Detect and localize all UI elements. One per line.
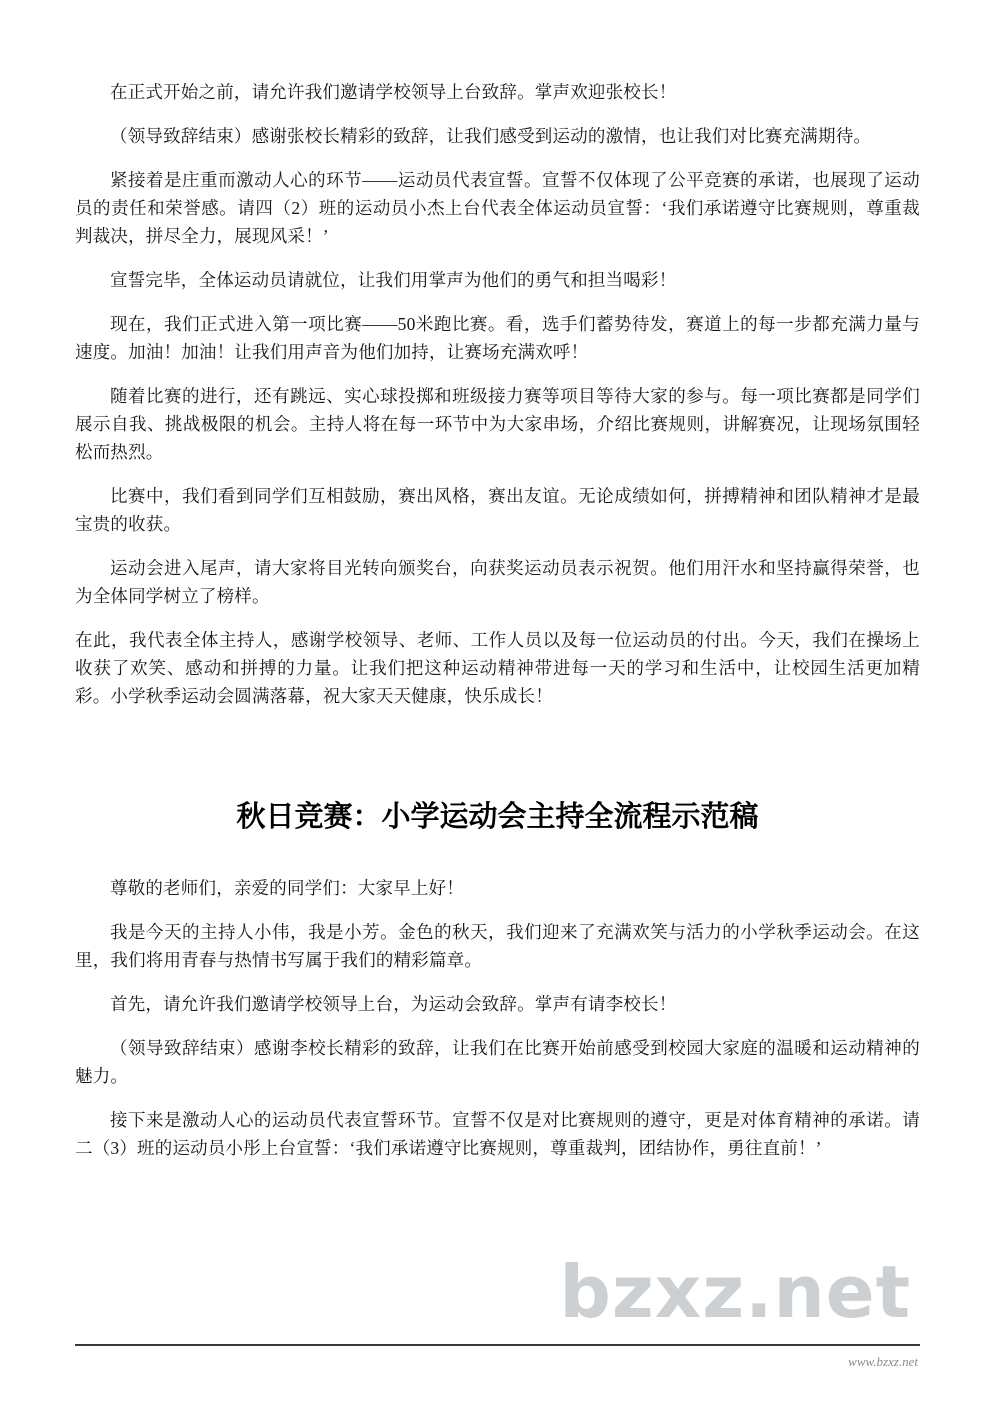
paragraph: 尊敬的老师们，亲爱的同学们：大家早上好！ <box>110 878 464 898</box>
paragraph: 首先，请允许我们邀请学校领导上台，为运动会致辞。掌声有请李校长！ <box>110 994 677 1014</box>
paragraph: 现在，我们正式进入第一项比赛——50米跑比赛。看，选手们蓄势待发，赛道上的每一步都充满力量与速度。加油！加油！让我们用声音为他们加持，让赛场充满欢呼！ <box>75 314 920 362</box>
page-content <box>75 78 920 1178</box>
paragraph: 接下来是激动人心的运动员代表宣誓环节。宣誓不仅是对比赛规则的遵守，更是对体育精神的承诺。请二（3）班的运动员小彤上台宣誓：‘我们承诺遵守比赛规则，尊重裁判，团结协作，勇往直前！’ <box>75 1110 920 1158</box>
paragraph: （领导致辞结束）感谢李校长精彩的致辞，让我们在比赛开始前感受到校园大家庭的温暖和运动精神的魅力。 <box>75 1038 920 1086</box>
paragraph: （领导致辞结束）感谢张校长精彩的致辞，让我们感受到运动的激情，也让我们对比赛充满期待。 <box>110 126 872 146</box>
footer-site-url: www.bzxz.net <box>848 1354 918 1369</box>
watermark-text: bzxz.net <box>559 1250 911 1334</box>
paragraph: 紧接着是庄重而激动人心的环节——运动员代表宣誓。宣誓不仅体现了公平竞赛的承诺，也展现了运动员的责任和荣誉感。请四（2）班的运动员小杰上台代表全体运动员宣誓：‘我们承诺遵守比赛规则，尊重裁判裁决，拼尽全力，展现风采！’ <box>75 170 920 246</box>
paragraph: 宣誓完毕，全体运动员请就位，让我们用掌声为他们的勇气和担当喝彩！ <box>110 270 677 290</box>
footer-divider <box>75 1344 920 1346</box>
paragraph: 运动会进入尾声，请大家将目光转向颁奖台，向获奖运动员表示祝贺。他们用汗水和坚持赢得荣誉，也为全体同学树立了榜样。 <box>75 558 920 606</box>
paragraph: 在正式开始之前，请允许我们邀请学校领导上台致辞。掌声欢迎张校长！ <box>110 82 677 102</box>
closing-paragraph: 在此，我代表全体主持人，感谢学校领导、老师、工作人员以及每一位运动员的付出。今天，我们在操场上收获了欢笑、感动和拼搏的力量。让我们把这种运动精神带进每一天的学习和生活中，让校园生活更加精彩。小学秋季运动会圆满落幕，祝大家天天健康，快乐成长！ <box>75 630 920 706</box>
paragraph: 比赛中，我们看到同学们互相鼓励，赛出风格，赛出友谊。无论成绩如何，拼搏精神和团队精神才是最宝贵的收获。 <box>75 486 920 534</box>
paragraph: 随着比赛的进行，还有跳远、实心球投掷和班级接力赛等项目等待大家的参与。每一项比赛都是同学们展示自我、挑战极限的机会。主持人将在每一环节中为大家串场，介绍比赛规则，讲解赛况，让现场氛围轻松而热烈。 <box>75 386 920 462</box>
section-heading: 秋日竞赛：小学运动会主持全流程示范稿 <box>236 801 759 833</box>
paragraph: 我是今天的主持人小伟，我是小芳。金色的秋天，我们迎来了充满欢笑与活力的小学秋季运动会。在这里，我们将用青春与热情书写属于我们的精彩篇章。 <box>75 922 920 970</box>
